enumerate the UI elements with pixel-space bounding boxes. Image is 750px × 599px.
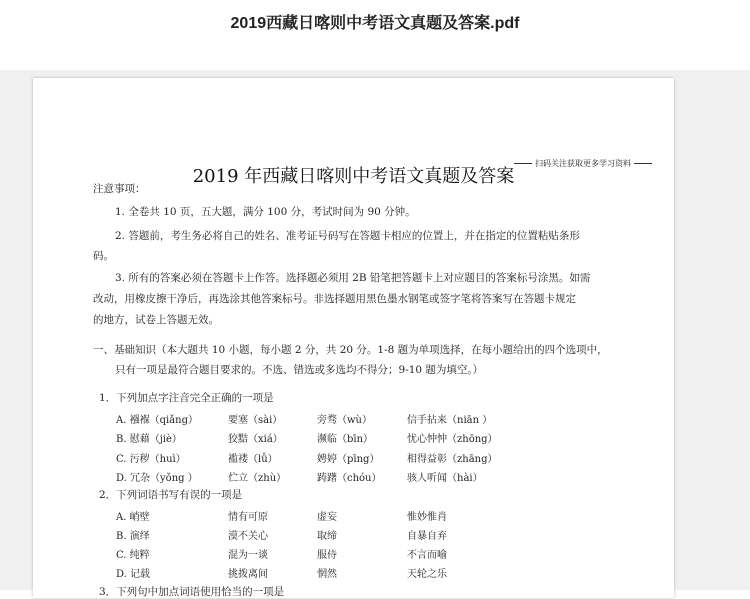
question-2-stem: 2．下列词语书写有误的一项是 bbox=[99, 489, 243, 501]
note-line: 1. 全卷共 10 页，五大题，满分 100 分，考试时间为 90 分钟。 bbox=[115, 206, 416, 218]
question-3-stem: 3．下列句中加点词语使用恰当的一项是 bbox=[99, 586, 285, 598]
note-line: 码。 bbox=[93, 250, 114, 262]
qr-note-text: 扫码关注获取更多学习资料 bbox=[535, 159, 631, 168]
option-text: 挑拨离间 bbox=[228, 569, 268, 580]
option-text: 服侍 bbox=[317, 550, 337, 561]
option-text: 天轮之乐 bbox=[407, 569, 447, 580]
option-text: 旁骛（wù） bbox=[317, 415, 372, 426]
option-text: 取缔 bbox=[317, 531, 337, 542]
option-text: 濒临（bīn） bbox=[317, 434, 374, 445]
note-line: 3. 所有的答案必须在答题卡上作答。选择题必须用 2B 铅笔把答题卡上对应题目的答案标号涂黑。如需 bbox=[115, 272, 591, 284]
note-line: 的地方，试卷上答题无效。 bbox=[93, 314, 219, 326]
option-text: D. 冗杂（yǒng ） bbox=[116, 473, 198, 484]
viewer-header bbox=[0, 0, 750, 71]
option-text: C. 污秽（huì） bbox=[116, 454, 186, 465]
option-text: D. 记载 bbox=[116, 569, 151, 580]
option-text: 不言而喻 bbox=[407, 550, 447, 561]
question-1-stem: 1．下列加点字注音完全正确的一项是 bbox=[99, 392, 274, 404]
option-text: C. 纯粹 bbox=[116, 550, 150, 561]
option-text: 骇人听闻（hài） bbox=[407, 473, 483, 484]
file-title: 2019西藏日喀则中考语文真题及答案.pdf bbox=[230, 15, 520, 32]
option-text: 惘然 bbox=[317, 569, 337, 580]
option-text: 虚妄 bbox=[317, 512, 337, 523]
note-line: 改动，用橡皮擦干净后，再选涂其他答案标号。非选择题用黑色墨水钢笔或签字笔将答案写在答题卡规定 bbox=[93, 293, 576, 305]
notice-heading: 注意事项： bbox=[93, 183, 146, 195]
section-text: 只有一项是最符合题目要求的。不选、错选或多选均不得分；9-10 题为填空。） bbox=[115, 364, 484, 376]
option-text: 自暴自弃 bbox=[407, 531, 447, 542]
pdf-viewer[interactable] bbox=[0, 70, 750, 598]
option-text: B. 慰藉（jiè） bbox=[116, 434, 182, 445]
option-text: 情有可原 bbox=[228, 512, 268, 523]
option-text: 要塞（sài） bbox=[228, 415, 283, 426]
note-line: 2. 答题前，考生务必将自己的姓名、准考证号码写在答题卡相应的位置上，并在指定的位置粘贴条形 bbox=[115, 230, 580, 242]
option-text: 惟妙惟肖 bbox=[407, 512, 447, 523]
option-text: 伫立（zhù） bbox=[228, 473, 287, 484]
section-heading: 一、基础知识（本大题共 10 小题，每小题 2 分，共 20 分。1-8 题为单项选择，在每小题给出的四个选项中， bbox=[93, 344, 608, 356]
option-text: B. 演绎 bbox=[116, 531, 150, 542]
option-text: 漠不关心 bbox=[228, 531, 268, 542]
option-text: 混为一谈 bbox=[228, 550, 268, 561]
option-text: 信手拈来（niān ） bbox=[407, 415, 493, 426]
option-text: A. 襁褓（qiǎng） bbox=[116, 415, 198, 426]
option-text: 相得益彰（zhāng） bbox=[407, 454, 498, 465]
option-text: 狡黠（xiá） bbox=[228, 434, 283, 445]
option-text: 忧心忡忡（zhōng） bbox=[407, 434, 498, 445]
option-text: 褴褛（lǚ） bbox=[228, 454, 278, 465]
option-text: 踌躇（chóu） bbox=[317, 473, 382, 484]
option-text: 娉婷（pīng） bbox=[317, 454, 380, 465]
option-text: A. 峭壁 bbox=[116, 512, 150, 523]
document-title: 2019 年西藏日喀则中考语文真题及答案 bbox=[192, 166, 515, 187]
pdf-page bbox=[33, 78, 674, 598]
